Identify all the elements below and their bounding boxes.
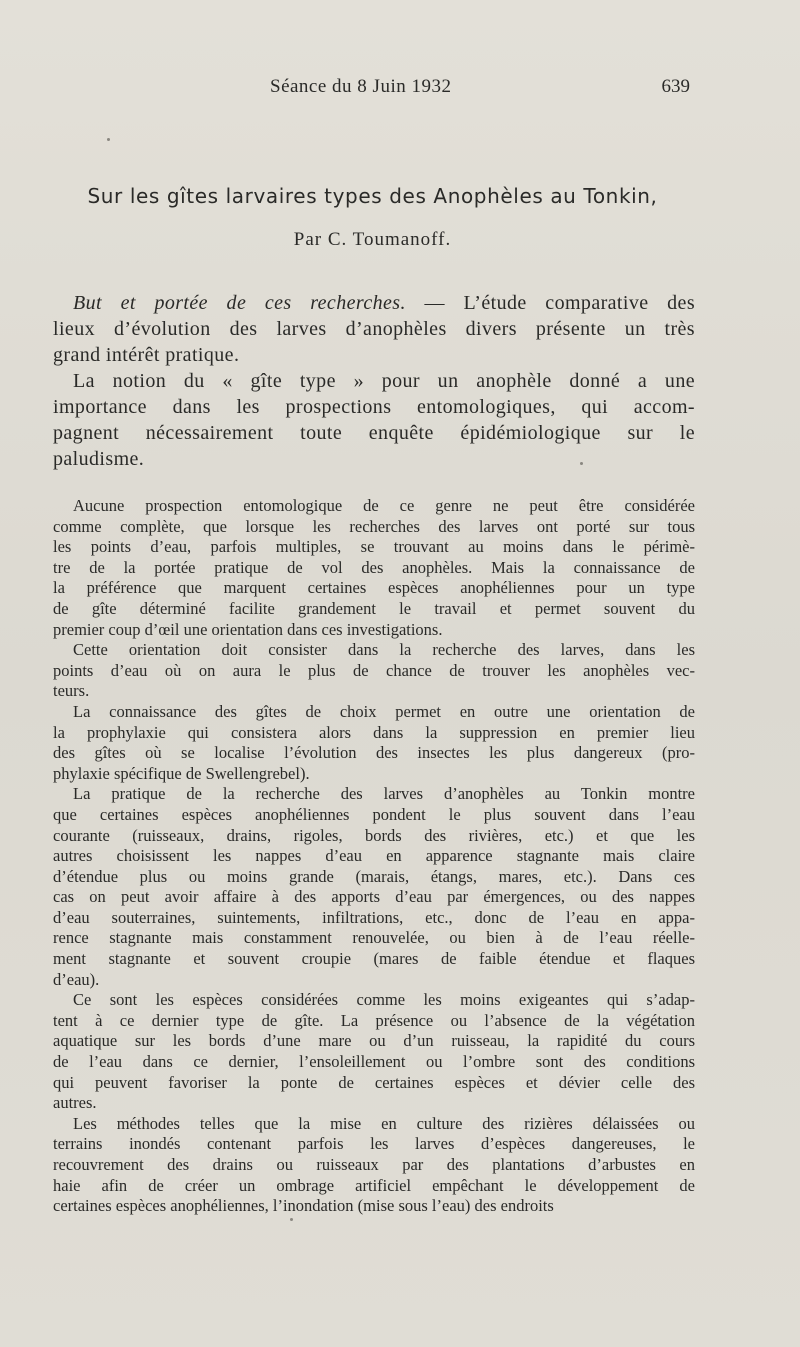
body-line: premier coup d’œil une orientation dans ces investigations. bbox=[53, 619, 443, 639]
body-line: La connaissance des gîtes de choix permet en outre une orientation de bbox=[73, 701, 695, 721]
body-line: des gîtes où se localise l’évolution des insectes les plus dangereux (pro- bbox=[53, 743, 695, 763]
body-line: recouvrement des drains ou ruisseaux par des plantations d’arbustes en bbox=[53, 1155, 695, 1174]
body-line: tent à ce dernier type de gîte. La présence ou l’absence de la végétation bbox=[53, 1010, 695, 1030]
body-line: qui peuvent favoriser la ponte de certaines espèces et dévier celle des bbox=[53, 1072, 695, 1092]
body-line: courante (ruisseaux, drains, rigoles, bords des rivières, etc.) et que les bbox=[53, 825, 695, 845]
body-line: cas on peut avoir affaire à des apports d’eau par émergences, ou des nappes bbox=[53, 887, 695, 907]
body-line: ment stagnante et souvent croupie (mares de faible étendue et flaques bbox=[53, 949, 695, 969]
body-line: de gîte déterminé facilite grandement le travail et permet souvent du bbox=[53, 598, 695, 618]
intro-line bbox=[53, 446, 695, 472]
intro-paragraphs bbox=[53, 290, 695, 472]
intro-line-text: grand intérêt pratique. bbox=[53, 344, 240, 366]
intro-line-text: pagnent nécessairement toute enquête épidémiologique sur le bbox=[53, 422, 695, 444]
intro-line-text: La notion du « gîte type » pour un anophèle donné a une bbox=[73, 370, 695, 392]
article-title: Sur les gîtes larvaires types des Anophèles au Tonkin, bbox=[87, 184, 658, 208]
paper-speck bbox=[107, 138, 110, 141]
body-line: comme complète, que lorsque les recherches des larves ont porté sur tous bbox=[53, 516, 695, 536]
intro-line bbox=[53, 394, 695, 420]
body-text bbox=[53, 496, 695, 1217]
body-line: Aucune prospection entomologique de ce genre ne peut être considérée bbox=[73, 496, 695, 515]
paper-speck bbox=[580, 462, 583, 465]
paper-speck bbox=[290, 1218, 293, 1221]
body-line: Cette orientation doit consister dans la recherche des larves, dans les bbox=[73, 640, 695, 660]
body-line: que certaines espèces anophéliennes pondent le plus souvent dans l’eau bbox=[53, 804, 695, 824]
body-line: autres choisissent les nappes d’eau en apparence stagnante mais claire bbox=[53, 846, 695, 866]
body-line: la préférence que marquent certaines espèces anophéliennes pour un type bbox=[53, 578, 695, 598]
intro-line bbox=[53, 316, 695, 342]
body-line: terrains inondés contenant parfois les larves d’espèces dangereuses, le bbox=[53, 1134, 695, 1154]
body-line: d’eau). bbox=[53, 969, 100, 989]
body-line: rence stagnante mais constamment renouvelée, ou bien à de l’eau réelle- bbox=[53, 928, 695, 948]
intro-line-text: lieux d’évolution des larves d’anophèles divers présente un très bbox=[53, 318, 695, 340]
body-line: la prophylaxie qui consistera alors dans la suppression en premier lieu bbox=[53, 722, 695, 742]
body-line: haie afin de créer un ombrage artificiel empêchant le développement de bbox=[53, 1175, 695, 1195]
page-header bbox=[0, 76, 800, 102]
body-line: certaines espèces anophéliennes, l’inondation (mise sous l’eau) des endroits bbox=[53, 1196, 554, 1216]
running-head: Séance du 8 Juin 1932 bbox=[270, 76, 452, 97]
page-number: 639 bbox=[661, 76, 690, 97]
body-line: phylaxie spécifique de Swellengrebel). bbox=[53, 763, 310, 783]
body-line: d’étendue plus ou moins grande (marais, étangs, mares, etc.). Dans ces bbox=[53, 866, 695, 886]
body-line: tre de la portée pratique de vol des anophèles. Mais la connaissance de bbox=[53, 557, 695, 577]
body-line: aquatique sur les bords d’une mare ou d’un ruisseau, la rapidité du cours bbox=[53, 1031, 695, 1051]
section-lead-italic: But et portée de ces recherches. bbox=[73, 292, 406, 314]
body-line: points d’eau où on aura le plus de chance de trouver les anophèles vec- bbox=[53, 660, 695, 680]
intro-line-text: paludisme. bbox=[53, 448, 145, 470]
article-author: Par C. Toumanoff. bbox=[293, 229, 452, 250]
intro-line bbox=[53, 368, 695, 394]
body-line: teurs. bbox=[53, 681, 90, 701]
intro-line bbox=[53, 420, 695, 446]
body-line: autres. bbox=[53, 1093, 97, 1113]
intro-line-text: importance dans les prospections entomologiques, qui accom- bbox=[53, 396, 695, 418]
body-line: La pratique de la recherche des larves d’anophèles au Tonkin montre bbox=[73, 784, 695, 804]
body-line: de l’eau dans ce dernier, l’ensoleillement ou l’ombre sont des conditions bbox=[53, 1052, 695, 1072]
intro-line bbox=[53, 290, 695, 316]
body-line: Ce sont les espèces considérées comme les moins exigeantes qui s’adap- bbox=[73, 990, 695, 1010]
body-line: les points d’eau, parfois multiples, se trouvant au moins dans le périmè- bbox=[53, 537, 695, 557]
body-line: Les méthodes telles que la mise en culture des rizières délaissées ou bbox=[73, 1113, 695, 1133]
intro-line-text: — L’étude comparative des bbox=[405, 292, 695, 314]
body-line: d’eau souterraines, suintements, infiltrations, etc., donc de l’eau en appa- bbox=[53, 907, 695, 927]
intro-line bbox=[53, 342, 695, 368]
